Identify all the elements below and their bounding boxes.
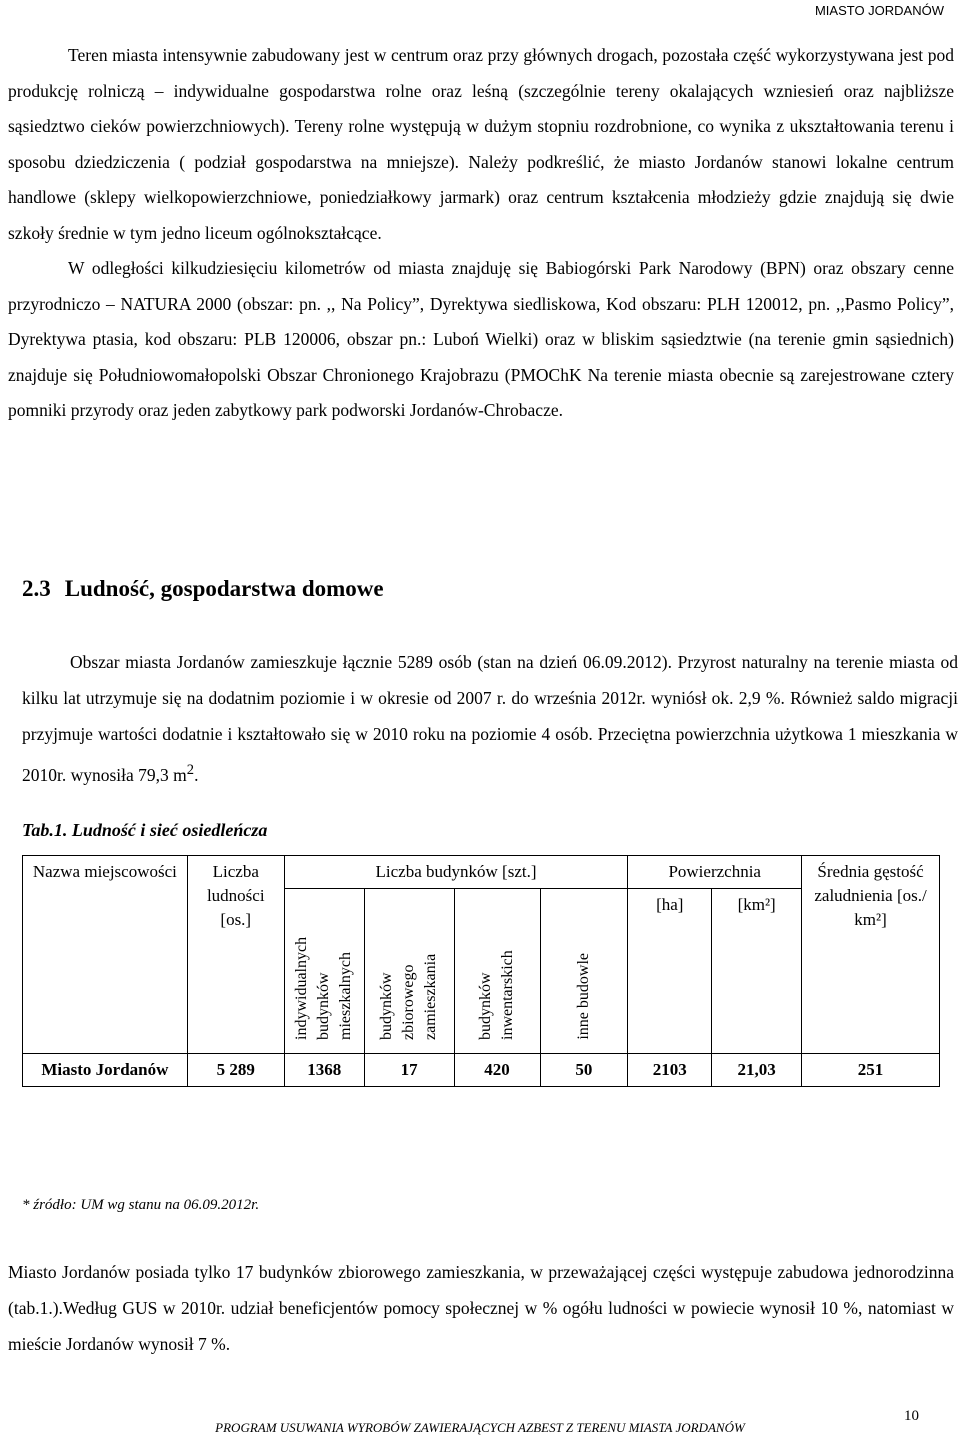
section-heading: 2.3 Ludność, gospodarstwa domowe xyxy=(22,576,384,601)
page-number: 10 xyxy=(904,1408,919,1424)
table-row xyxy=(23,1054,940,1087)
table-source: * źródło: UM wg stanu na 06.09.2012r. xyxy=(22,1197,260,1213)
cell-name: Miasto Jordanów xyxy=(23,1054,188,1087)
header-population: Liczba ludności [os.] xyxy=(187,856,284,1054)
cell-density: 251 xyxy=(802,1054,940,1087)
paragraph-land-use: Teren miasta intensywnie zabudowany jest w centrum oraz przy głównych drogach, pozostała część wykorzystywana jest pod produkcję rolniczą – indywidualne gospodarstwa rolne oraz leśną (szczególnie tereny okalających wzniesień oraz najbliższe sąsiedztwo cieków powierzchniowych). Tereny rolne występują w dużym stopniu rozdrobnione, co wynika z ukształtowania terenu i sposobu dziedziczenia ( podział gospodarstwa na mniejsze). Należy podkreślić, że miasto Jordanów stanowi lokalne centrum handlowe (sklepy wielkopowierzchniowe, poniedziałkowy jarmark) oraz centrum kształcenia młodzieży gdzie znajdują się dwie szkoły średnie w tym jedno liceum ogólnokształcące. W odległości kilkudziesięciu kilometrów od miasta znajduję się Babiogórski Park Narodowy (BPN) oraz obszary cenne przyrodniczo – NATURA 2000 (obszar: pn. ,, Na Policy”, Dyrektywa siedliskowa, Kod obszaru: PLH 120012, pn. ,,Pasmo Policy”, Dyrektywa ptasia, kod obszaru: PLB 120006, obszar pn.: Luboń Wielki) oraz w bliskim sąsiedztwie (na terenie gmin sąsiednich) znajduje się Południowomałopolski Obszar Chronionego Krajobrazu (PMOChK Na terenie miasta obecnie są zarejestrowane cztery pomniki przyrody oraz jeden zabytkowy park podworski Jordanów-Chrobacze. xyxy=(8,45,954,420)
table-title: Tab.1. Ludność i sieć osiedleńcza xyxy=(22,820,268,840)
subheader-inventory: budynków inwentarskich xyxy=(454,889,540,1054)
header-area: Powierzchnia xyxy=(628,856,802,889)
cell-inventory: 420 xyxy=(454,1054,540,1087)
footer-program: PROGRAM USUWANIA WYROBÓW ZAWIERAJĄCYCH AZBEST Z TERENU MIASTA JORDANÓW xyxy=(215,1420,745,1435)
cell-collective: 17 xyxy=(364,1054,454,1087)
subheader-individual: indywidualnych budynków mieszkalnych xyxy=(284,889,364,1054)
cell-other: 50 xyxy=(540,1054,628,1087)
cell-km2: 21,03 xyxy=(712,1054,802,1087)
header-name: Nazwa miejscowości xyxy=(23,856,188,1054)
cell-individual: 1368 xyxy=(284,1054,364,1087)
cell-population: 5 289 xyxy=(187,1054,284,1087)
header-density: Średnia gęstość zaludnienia [os./ km²] xyxy=(802,856,940,1054)
subheader-km2: [km²] xyxy=(712,889,802,1054)
running-header: MIASTO JORDANÓW xyxy=(814,3,944,18)
cell-ha: 2103 xyxy=(628,1054,712,1087)
subheader-collective: budynków zbiorowego zamieszkania xyxy=(364,889,454,1054)
paragraph-population: Obszar miasta Jordanów zamieszkuje łącznie 5289 osób (stan na dzień 06.09.2012). Przyrost naturalny na terenie miasta od kilku lat utrzymuje się na dodatnim poziomie i w okresie od 2007 r. do września 2012r. wyniósł ok. 2,9 %. Również saldo migracji przyjmuje wartości dodatnie i kształtowało się w 2010 roku na poziomie 4 osób. Przeciętna powierzchnia użytkowa 1 mieszkania w 2010r. wynosiła 79,3 $m^2$. xyxy=(22,652,958,785)
subheader-ha: [ha] xyxy=(628,889,712,1054)
paragraph-nature: W odległości kilkudziesięciu kilometrów od miasta znajduję się Babiogórski Park Narodowy (BPN) oraz obszary cenne przyrodniczo – NATURA 2000 (obszar: pn. ,, Na Policy”, Dyrektywa siedliskowa, Kod obszaru: PLH 120012, pn. ,,Pasmo Policy”, Dyrektywa ptasia, kod obszaru: PLB 120006, obszar pn.: Luboń Wielki) oraz w bliskim sąsiedztwie (na terenie gmin sąsiednich) znajduje się Południowomałopolski Obszar Chronionego Krajobrazu (PMOChK Na terenie miasta obecnie są zarejestrowane cztery pomniki przyrody oraz jeden zabytkowy park podworski Jordanów-Chrobacze. xyxy=(8,258,954,420)
population-table xyxy=(22,855,940,1087)
paragraph-buildings: Miasto Jordanów posiada tylko 17 budynków zbiorowego zamieszkania, w przeważającej części występuje zabudowa jednorodzinna (tab.1.).Według GUS w 2010r. udział beneficjentów pomocy społecznej w % ogółu ludności w powiecie wynosił 10 %, natomiast w mieście Jordanów wynosił 7 %. xyxy=(8,1262,954,1354)
header-buildings: Liczba budynków [szt.] xyxy=(284,856,628,889)
subheader-other: inne budowle xyxy=(540,889,628,1054)
